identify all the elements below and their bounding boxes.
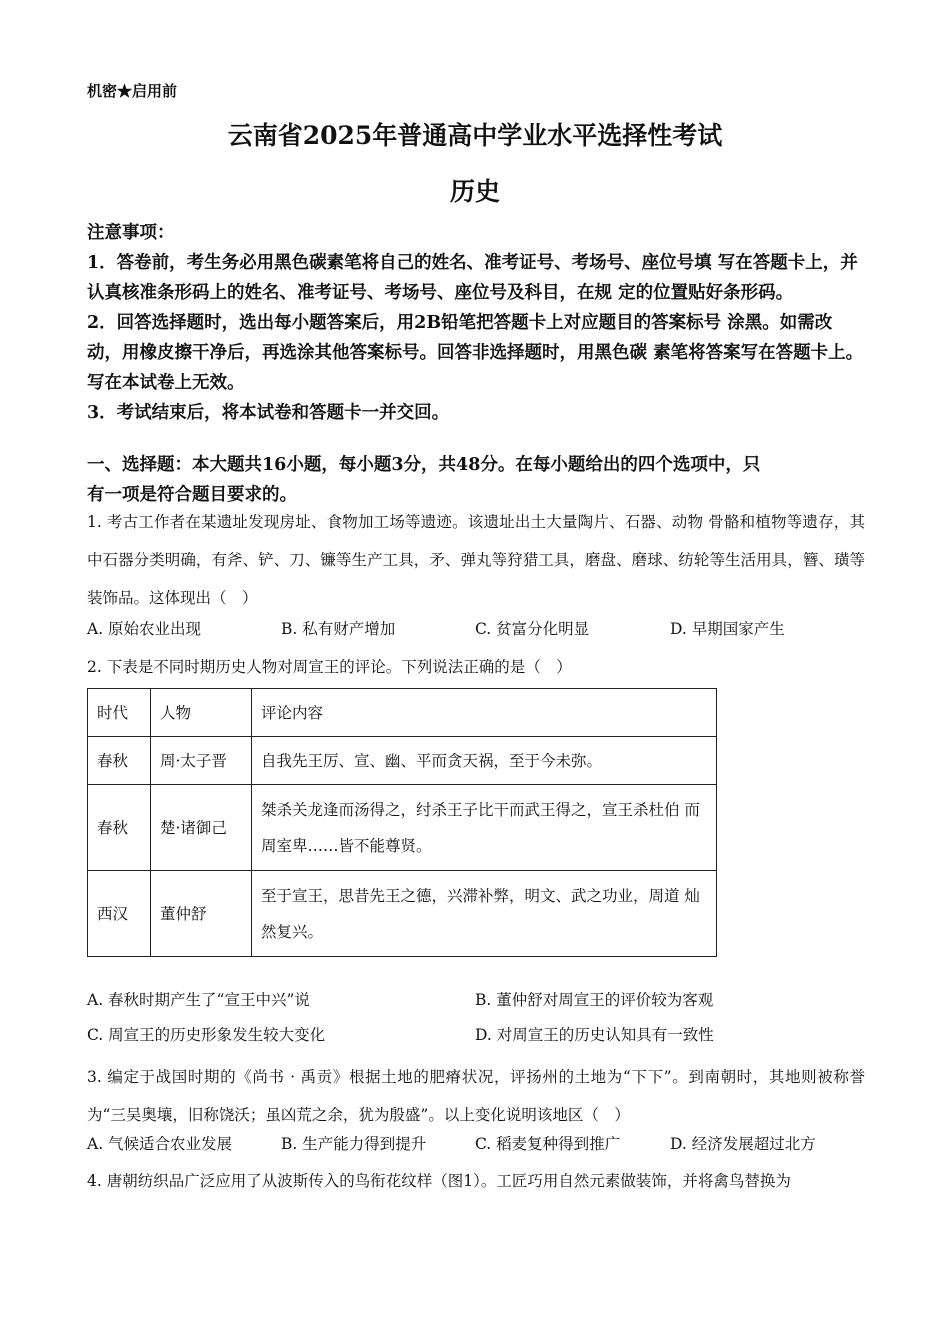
exam-instructions xyxy=(87,218,865,428)
option-c: C. 贫富分化明显 xyxy=(475,620,590,638)
table-cell: 董仲舒 xyxy=(151,871,252,957)
instruction-item: 2．回答选择题时，选出每小题答案后，用2B铅笔把答题卡上对应题目的答案标号 涂黑。如需改动，用橡皮擦干净后，再选涂其他答案标号。回答非选择题时，用黑色碳 素笔将答案写在答题卡上。写在本试卷上无效。 xyxy=(87,313,864,393)
table-cell: 春秋 xyxy=(88,737,151,785)
option-c: C. 周宣王的历史形象发生较大变化 xyxy=(87,1026,326,1044)
question-2-options-row-1 xyxy=(87,988,865,1018)
instruction-item: 1．答卷前，考生务必用黑色碳素笔将自己的姓名、准考证号、考场号、座位号填 写在答题卡上，并认真核准条形码上的姓名、准考证号、考场号、座位号及科目，在规 定的位置贴好条形码。 xyxy=(87,253,858,303)
option-b: B. 生产能力得到提升 xyxy=(281,1135,427,1153)
option-a: A. 气候适合农业发展 xyxy=(87,1135,233,1153)
option-a: A. 原始农业出现 xyxy=(87,620,202,638)
confidential-label: 机密★启用前 xyxy=(87,82,178,100)
section-heading-line: 一、选择题：本大题共16小题，每小题3分，共48分。在每小题给出的四个选项中，只 xyxy=(87,455,761,475)
table-cell: 桀杀关龙逢而汤得之，纣杀王子比干而武王得之，宣王杀杜伯 而周室卑……皆不能尊贤。 xyxy=(252,785,717,871)
subject-title: 历史 xyxy=(449,177,500,206)
section-heading-line: 有一项是符合题目要求的。 xyxy=(87,485,297,505)
table-row xyxy=(88,871,717,957)
question-3-options xyxy=(87,1132,865,1162)
table-cell: 自我先王厉、宣、幽、平而贪天祸，至于今未弥。 xyxy=(252,737,717,785)
table-header-row xyxy=(88,689,717,737)
table-cell: 楚·诸御己 xyxy=(151,785,252,871)
option-a: A. 春秋时期产生了“宣王中兴”说 xyxy=(87,991,310,1009)
section-heading xyxy=(87,450,865,510)
question-2-stem: 2. 下表是不同时期历史人物对周宣王的评论。下列说法正确的是（ ） xyxy=(87,658,572,676)
table-cell: 至于宣王，思昔先王之德，兴滞补弊，明文、武之功业，周道 灿然复兴。 xyxy=(252,871,717,957)
question-1-options xyxy=(87,617,865,647)
option-c: C. 稻麦复种得到推广 xyxy=(475,1135,621,1153)
option-d: D. 早期国家产生 xyxy=(670,620,785,638)
table-header-cell: 时代 xyxy=(88,689,151,737)
question-1-stem: 1. 考古工作者在某遗址发现房址、食物加工场等遗迹。该遗址出土大量陶片、石器、动物 骨骼和植物等遗存，其中石器分类明确，有斧、铲、刀、镰等生产工具，矛、弹丸等狩猎工具，磨盘、磨球、纺轮等生活用具，簪、璜等装饰品。这体现出（ ） xyxy=(87,513,865,607)
option-d: D. 对周宣王的历史认知具有一致性 xyxy=(475,1026,714,1044)
question-4-stem: 4. 唐朝纺织品广泛应用了从波斯传入的鸟衔花纹样（图1）。工匠巧用自然元素做装饰，并将禽鸟替换为 xyxy=(87,1172,791,1190)
question-3-stem: 3. 编定于战国时期的《尚书 · 禹贡》根据土地的肥瘠状况，评扬州的土地为“下下”。到南朝时，其地则被称誉为“三吴奥壤，旧称饶沃；虽凶荒之余，犹为殷盛”。以上变化说明该地区（ ） xyxy=(87,1068,865,1124)
table-cell: 周·太子晋 xyxy=(151,737,252,785)
instruction-item: 3．考试结束后，将本试卷和答题卡一并交回。 xyxy=(87,403,450,423)
exam-title: 云南省2025年普通高中学业水平选择性考试 xyxy=(227,121,723,150)
commentary-table xyxy=(87,688,717,957)
table-cell: 春秋 xyxy=(88,785,151,871)
table-cell: 西汉 xyxy=(88,871,151,957)
table-header-cell: 人物 xyxy=(151,689,252,737)
table-row xyxy=(88,785,717,871)
table-header-cell: 评论内容 xyxy=(252,689,717,737)
option-b: B. 董仲舒对周宣王的评价较为客观 xyxy=(475,991,714,1009)
option-b: B. 私有财产增加 xyxy=(281,620,396,638)
table-row xyxy=(88,737,717,785)
question-2-options-row-2 xyxy=(87,1023,865,1053)
instructions-heading: 注意事项： xyxy=(87,223,175,243)
option-d: D. 经济发展超过北方 xyxy=(670,1135,816,1153)
